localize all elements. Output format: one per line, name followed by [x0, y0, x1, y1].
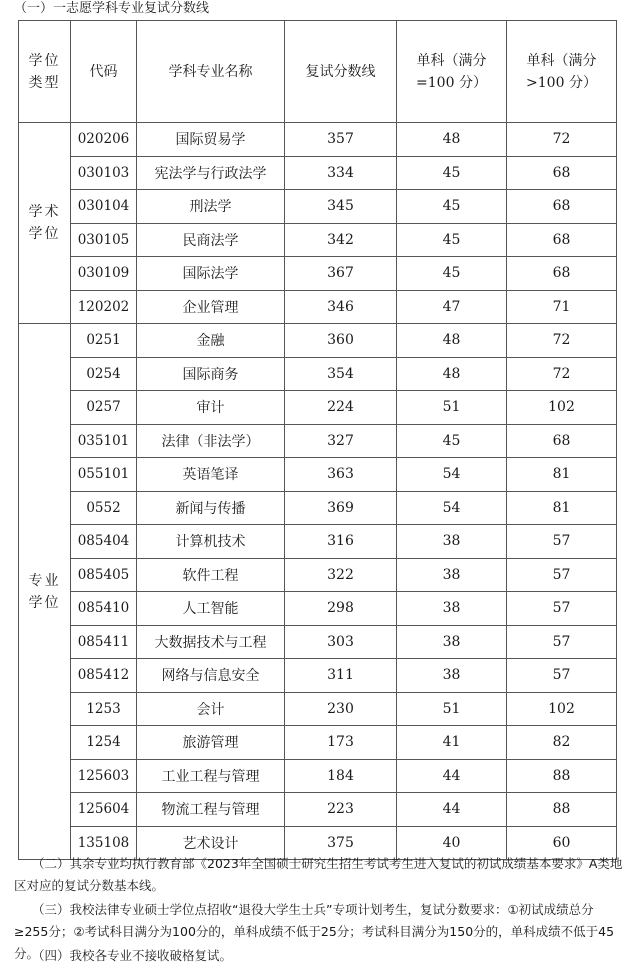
- single-over100-cell: 68: [507, 424, 617, 458]
- table-row: [19, 491, 617, 525]
- single-100-cell: 45: [397, 424, 507, 458]
- retest-score-cell: 342: [285, 223, 397, 257]
- single-100-cell: 45: [397, 257, 507, 291]
- single-over100-cell: 88: [507, 759, 617, 793]
- single-over100-cell: 57: [507, 659, 617, 693]
- single-100-cell: 40: [397, 826, 507, 860]
- header-single-100: 单科（满分=100 分）: [397, 21, 507, 123]
- retest-score-cell: 363: [285, 458, 397, 492]
- note-4: （四）我校各专业不接收破格复试。: [32, 948, 233, 963]
- code-cell: 035101: [71, 424, 137, 458]
- retest-score-cell: 311: [285, 659, 397, 693]
- code-cell: 020206: [71, 123, 137, 157]
- single-100-cell: 51: [397, 391, 507, 425]
- single-over100-cell: 102: [507, 692, 617, 726]
- note-2: （二）其余专业均执行教育部《2023年全国硕士研究生招生考试考生进入复试的初试成绩基本要求》A类地区对应的复试分数基本线。: [14, 856, 623, 893]
- single-100-cell: 38: [397, 625, 507, 659]
- single-100-cell: 48: [397, 324, 507, 358]
- single-100-cell: 44: [397, 759, 507, 793]
- single-over100-cell: 102: [507, 391, 617, 425]
- major-name-cell: 物流工程与管理: [137, 793, 285, 827]
- code-cell: 135108: [71, 826, 137, 860]
- table-row: [19, 123, 617, 157]
- retest-score-cell: 322: [285, 558, 397, 592]
- major-name-cell: 英语笔译: [137, 458, 285, 492]
- code-cell: 1254: [71, 726, 137, 760]
- single-100-cell: 44: [397, 793, 507, 827]
- retest-score-cell: 334: [285, 156, 397, 190]
- code-cell: 030103: [71, 156, 137, 190]
- single-100-cell: 54: [397, 491, 507, 525]
- major-name-cell: 民商法学: [137, 223, 285, 257]
- retest-score-cell: 223: [285, 793, 397, 827]
- single-over100-cell: 82: [507, 726, 617, 760]
- table-row: [19, 625, 617, 659]
- table-row: [19, 391, 617, 425]
- single-100-cell: 45: [397, 156, 507, 190]
- table-row: [19, 558, 617, 592]
- table-row: [19, 424, 617, 458]
- retest-score-cell: 345: [285, 190, 397, 224]
- retest-score-cell: 184: [285, 759, 397, 793]
- retest-score-cell: 375: [285, 826, 397, 860]
- major-name-cell: 工业工程与管理: [137, 759, 285, 793]
- single-100-cell: 38: [397, 659, 507, 693]
- table-row: [19, 525, 617, 559]
- single-over100-cell: 68: [507, 223, 617, 257]
- retest-score-cell: 316: [285, 525, 397, 559]
- single-100-cell: 38: [397, 525, 507, 559]
- code-cell: 030109: [71, 257, 137, 291]
- single-100-cell: 54: [397, 458, 507, 492]
- major-name-cell: 计算机技术: [137, 525, 285, 559]
- table-row: [19, 726, 617, 760]
- retest-score-cell: 346: [285, 290, 397, 324]
- major-name-cell: 国际法学: [137, 257, 285, 291]
- single-over100-cell: 72: [507, 324, 617, 358]
- code-cell: 125603: [71, 759, 137, 793]
- retest-score-cell: 298: [285, 592, 397, 626]
- major-name-cell: 宪法学与行政法学: [137, 156, 285, 190]
- major-name-cell: 审计: [137, 391, 285, 425]
- degree-type-cell: [19, 324, 71, 860]
- retest-score-cell: 367: [285, 257, 397, 291]
- table-row: [19, 692, 617, 726]
- major-name-cell: 新闻与传播: [137, 491, 285, 525]
- code-cell: 055101: [71, 458, 137, 492]
- single-over100-cell: 57: [507, 592, 617, 626]
- table-row: [19, 156, 617, 190]
- code-cell: 125604: [71, 793, 137, 827]
- table-row: [19, 290, 617, 324]
- single-100-cell: 48: [397, 357, 507, 391]
- single-over100-cell: 81: [507, 491, 617, 525]
- single-over100-cell: 81: [507, 458, 617, 492]
- major-name-cell: 网络与信息安全: [137, 659, 285, 693]
- major-name-cell: 国际商务: [137, 357, 285, 391]
- code-cell: 0251: [71, 324, 137, 358]
- major-name-cell: 国际贸易学: [137, 123, 285, 157]
- code-cell: 1253: [71, 692, 137, 726]
- major-name-cell: 刑法学: [137, 190, 285, 224]
- table-row: [19, 257, 617, 291]
- table-row: [19, 793, 617, 827]
- retest-score-cell: 230: [285, 692, 397, 726]
- degree-type-label: 学术学位: [28, 204, 61, 242]
- single-100-cell: 38: [397, 558, 507, 592]
- single-100-cell: 45: [397, 223, 507, 257]
- code-cell: 085411: [71, 625, 137, 659]
- code-cell: 085412: [71, 659, 137, 693]
- single-over100-cell: 88: [507, 793, 617, 827]
- major-name-cell: 艺术设计: [137, 826, 285, 860]
- major-name-cell: 法律（非法学）: [137, 424, 285, 458]
- code-cell: 085404: [71, 525, 137, 559]
- section-heading: （一）一志愿学科专业复试分数线: [14, 1, 210, 16]
- major-name-cell: 金融: [137, 324, 285, 358]
- degree-type-cell: [19, 123, 71, 324]
- single-over100-cell: 60: [507, 826, 617, 860]
- table-row: [19, 324, 617, 358]
- table-row: [19, 458, 617, 492]
- table-header-row: [19, 21, 617, 123]
- code-cell: 085410: [71, 592, 137, 626]
- header-single-over100: 单科（满分>100 分）: [507, 21, 617, 123]
- code-cell: 030105: [71, 223, 137, 257]
- table-row: [19, 357, 617, 391]
- code-cell: 0552: [71, 491, 137, 525]
- table-row: [19, 223, 617, 257]
- major-name-cell: 软件工程: [137, 558, 285, 592]
- single-100-cell: 45: [397, 190, 507, 224]
- single-100-cell: 51: [397, 692, 507, 726]
- major-name-cell: 旅游管理: [137, 726, 285, 760]
- single-over100-cell: 57: [507, 525, 617, 559]
- major-name-cell: 企业管理: [137, 290, 285, 324]
- code-cell: 0257: [71, 391, 137, 425]
- single-over100-cell: 72: [507, 357, 617, 391]
- retest-score-cell: 354: [285, 357, 397, 391]
- score-table: [18, 20, 617, 860]
- table-row: [19, 759, 617, 793]
- table-row: [19, 190, 617, 224]
- degree-type-label: 专业学位: [28, 572, 61, 611]
- retest-score-cell: 224: [285, 391, 397, 425]
- retest-score-cell: 360: [285, 324, 397, 358]
- major-name-cell: 会计: [137, 692, 285, 726]
- single-over100-cell: 68: [507, 190, 617, 224]
- single-100-cell: 41: [397, 726, 507, 760]
- code-cell: 120202: [71, 290, 137, 324]
- table-row: [19, 592, 617, 626]
- single-100-cell: 47: [397, 290, 507, 324]
- single-over100-cell: 57: [507, 625, 617, 659]
- single-over100-cell: 57: [507, 558, 617, 592]
- retest-score-cell: 357: [285, 123, 397, 157]
- header-retest-score: 复试分数线: [285, 21, 397, 123]
- single-over100-cell: 72: [507, 123, 617, 157]
- retest-score-cell: 173: [285, 726, 397, 760]
- retest-score-cell: 327: [285, 424, 397, 458]
- major-name-cell: 人工智能: [137, 592, 285, 626]
- single-100-cell: 38: [397, 592, 507, 626]
- single-over100-cell: 68: [507, 257, 617, 291]
- code-cell: 0254: [71, 357, 137, 391]
- code-cell: 030104: [71, 190, 137, 224]
- code-cell: 085405: [71, 558, 137, 592]
- major-name-cell: 大数据技术与工程: [137, 625, 285, 659]
- note-3: （三）我校法律专业硕士学位点招收“退役大学生士兵”专项计划考生，复试分数要求：①初试成绩总分≥255分；②考试科目满分为100分的，单科成绩不低于25分；考试科目满分为150分的，单科成绩不低于45分。: [14, 902, 615, 961]
- retest-score-cell: 303: [285, 625, 397, 659]
- header-code: 代码: [71, 21, 137, 123]
- retest-score-cell: 369: [285, 491, 397, 525]
- table-row: [19, 659, 617, 693]
- single-over100-cell: 71: [507, 290, 617, 324]
- header-degree-type: 学位类型: [19, 21, 71, 123]
- header-major-name: 学科专业名称: [137, 21, 285, 123]
- single-over100-cell: 68: [507, 156, 617, 190]
- single-100-cell: 48: [397, 123, 507, 157]
